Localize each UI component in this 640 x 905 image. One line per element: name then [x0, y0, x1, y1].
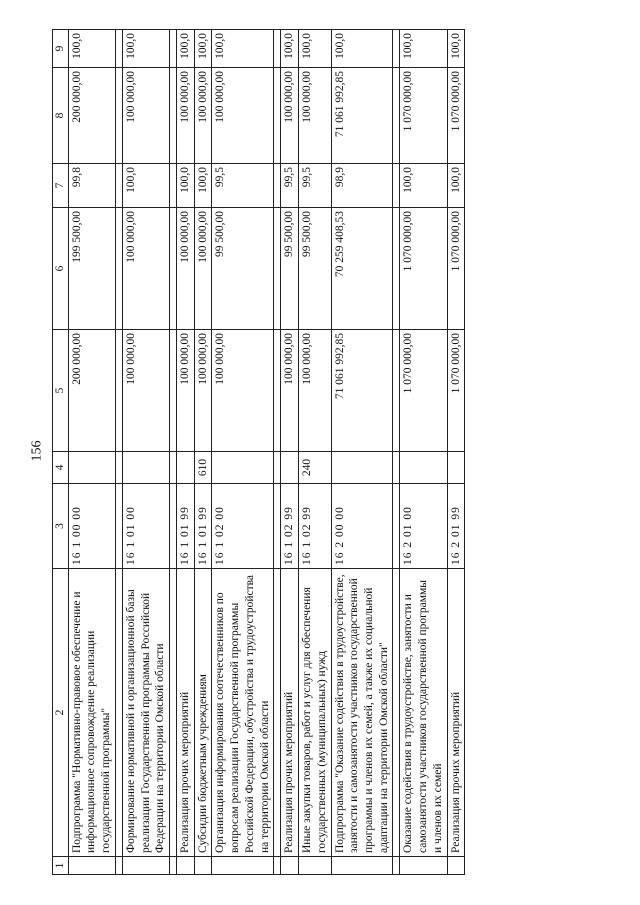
column-header: 3 [53, 484, 69, 569]
amount-cell: 100 000,00 [212, 68, 274, 164]
budget-code-cell: 16 1 00 00 [68, 484, 115, 569]
spacer-cell [393, 208, 400, 330]
executed-amount-cell: 1 070 000,00 [400, 208, 447, 330]
column-header: 5 [53, 330, 69, 452]
row-index-cell [447, 857, 465, 875]
item-name-cell: Подпрограмма "Оказание содействия в трудоустройстве, занятости и самозанятости участников государственной программы и членов их семей, а также их социальной адаптации на территории Омской области" [331, 569, 393, 857]
planned-amount-cell: 1 070 000,00 [447, 330, 465, 452]
execution-percent-cell: 100,0 [400, 164, 447, 208]
spacer-cell [115, 452, 122, 484]
budget-code-cell: 16 1 01 00 [122, 484, 169, 569]
item-name-cell: Оказание содействия в трудоустройстве, занятости и самозанятости участников государственной программы и членов их семей [400, 569, 447, 857]
row-index-cell [177, 857, 195, 875]
execution-percent-cell: 100,0 [122, 164, 169, 208]
expense-type-cell: 240 [299, 452, 331, 484]
row-index-cell [194, 857, 212, 875]
executed-amount-cell: 199 500,00 [68, 208, 115, 330]
expense-type-cell [331, 452, 393, 484]
column-number-row [53, 30, 69, 875]
table-row [122, 30, 169, 875]
spacer-cell [274, 30, 281, 68]
planned-amount-cell: 1 070 000,00 [400, 330, 447, 452]
spacer-cell [393, 452, 400, 484]
column-header: 2 [53, 569, 69, 857]
table-row [447, 30, 465, 875]
percent-cell: 100,0 [447, 30, 465, 68]
execution-percent-cell: 99,5 [281, 164, 299, 208]
spacer-cell [393, 484, 400, 569]
spacer-row [393, 30, 400, 875]
planned-amount-cell: 100 000,00 [281, 330, 299, 452]
spacer-cell [170, 30, 177, 68]
spacer-cell [393, 569, 400, 857]
item-name-cell: Реализация прочих мероприятий [177, 569, 195, 857]
table-row [299, 30, 331, 875]
expense-type-cell [400, 452, 447, 484]
planned-amount-cell: 100 000,00 [299, 330, 331, 452]
spacer-cell [274, 569, 281, 857]
percent-cell: 100,0 [331, 30, 393, 68]
item-name-cell: Организация информирования соотечественников по вопросам реализации Государственной программы Российской Федерации, обустройства и трудоустройства на территории Омской области [212, 569, 274, 857]
column-header: 8 [53, 68, 69, 164]
budget-code-cell: 16 2 01 00 [400, 484, 447, 569]
executed-amount-cell: 100 000,00 [194, 208, 212, 330]
expense-type-cell [122, 452, 169, 484]
amount-cell: 1 070 000,00 [400, 68, 447, 164]
spacer-cell [170, 68, 177, 164]
spacer-cell [274, 208, 281, 330]
spacer-cell [115, 857, 122, 875]
executed-amount-cell: 100 000,00 [122, 208, 169, 330]
budget-code-cell: 16 1 01 99 [194, 484, 212, 569]
item-name-cell: Реализация прочих мероприятий [281, 569, 299, 857]
column-header: 1 [53, 857, 69, 875]
executed-amount-cell: 100 000,00 [177, 208, 195, 330]
planned-amount-cell: 100 000,00 [177, 330, 195, 452]
percent-cell: 100,0 [400, 30, 447, 68]
table-row [400, 30, 447, 875]
table-row [281, 30, 299, 875]
percent-cell: 100,0 [212, 30, 274, 68]
spacer-cell [393, 164, 400, 208]
row-index-cell [400, 857, 447, 875]
expense-type-cell [212, 452, 274, 484]
percent-cell: 100,0 [177, 30, 195, 68]
expense-type-cell [177, 452, 195, 484]
item-name-cell: Субсидии бюджетным учреждениям [194, 569, 212, 857]
expense-type-cell [68, 452, 115, 484]
expense-type-cell [281, 452, 299, 484]
spacer-cell [274, 857, 281, 875]
column-header: 9 [53, 30, 69, 68]
percent-cell: 100,0 [194, 30, 212, 68]
amount-cell: 71 061 992,85 [331, 68, 393, 164]
row-index-cell [299, 857, 331, 875]
page-number: 156 [29, 440, 45, 462]
percent-cell: 100,0 [299, 30, 331, 68]
budget-code-cell: 16 2 01 99 [447, 484, 465, 569]
percent-cell: 100,0 [122, 30, 169, 68]
column-header: 7 [53, 164, 69, 208]
item-name-cell: Формирование нормативной и организационной базы реализации Государственной программы Российской Федерации на территории Омской области [122, 569, 169, 857]
rotated-page-content [52, 30, 630, 875]
spacer-cell [115, 330, 122, 452]
spacer-cell [170, 569, 177, 857]
table-row [68, 30, 115, 875]
executed-amount-cell: 70 259 408,53 [331, 208, 393, 330]
spacer-cell [115, 30, 122, 68]
spacer-cell [170, 330, 177, 452]
spacer-cell [393, 30, 400, 68]
spacer-cell [393, 330, 400, 452]
spacer-cell [115, 164, 122, 208]
table-row [212, 30, 274, 875]
amount-cell: 200 000,00 [68, 68, 115, 164]
budget-code-cell: 16 1 02 99 [299, 484, 331, 569]
amount-cell: 100 000,00 [122, 68, 169, 164]
executed-amount-cell: 99 500,00 [281, 208, 299, 330]
item-name-cell: Реализация прочих мероприятий [447, 569, 465, 857]
spacer-cell [170, 484, 177, 569]
expense-type-cell: 610 [194, 452, 212, 484]
spacer-cell [274, 330, 281, 452]
table-row [331, 30, 393, 875]
execution-percent-cell: 100,0 [447, 164, 465, 208]
spacer-cell [274, 484, 281, 569]
item-name-cell: Подпрограмма "Нормативно-правовое обеспечение и информационное сопровождение реализации государственной программы" [68, 569, 115, 857]
amount-cell: 100 000,00 [281, 68, 299, 164]
execution-percent-cell: 98,9 [331, 164, 393, 208]
expense-type-cell [447, 452, 465, 484]
budget-code-cell: 16 1 02 99 [281, 484, 299, 569]
amount-cell: 100 000,00 [299, 68, 331, 164]
planned-amount-cell: 200 000,00 [68, 330, 115, 452]
spacer-cell [115, 569, 122, 857]
item-name-cell: Иные закупки товаров, работ и услуг для обеспечения государственных (муниципальных) нужд [299, 569, 331, 857]
planned-amount-cell: 100 000,00 [212, 330, 274, 452]
row-index-cell [281, 857, 299, 875]
spacer-cell [393, 857, 400, 875]
spacer-cell [274, 164, 281, 208]
table-row [177, 30, 195, 875]
executed-amount-cell: 1 070 000,00 [447, 208, 465, 330]
column-header: 4 [53, 452, 69, 484]
spacer-cell [115, 484, 122, 569]
executed-amount-cell: 99 500,00 [299, 208, 331, 330]
row-index-cell [122, 857, 169, 875]
execution-percent-cell: 100,0 [194, 164, 212, 208]
execution-percent-cell: 99,8 [68, 164, 115, 208]
table-row [194, 30, 212, 875]
budget-code-cell: 16 2 00 00 [331, 484, 393, 569]
spacer-cell [170, 208, 177, 330]
spacer-row [115, 30, 122, 875]
spacer-row [274, 30, 281, 875]
spacer-row [170, 30, 177, 875]
row-index-cell [331, 857, 393, 875]
budget-code-cell: 16 1 02 00 [212, 484, 274, 569]
spacer-cell [170, 452, 177, 484]
spacer-cell [274, 68, 281, 164]
budget-code-cell: 16 1 01 99 [177, 484, 195, 569]
row-index-cell [212, 857, 274, 875]
planned-amount-cell: 100 000,00 [122, 330, 169, 452]
column-header: 6 [53, 208, 69, 330]
execution-percent-cell: 100,0 [177, 164, 195, 208]
amount-cell: 1 070 000,00 [447, 68, 465, 164]
executed-amount-cell: 99 500,00 [212, 208, 274, 330]
planned-amount-cell: 100 000,00 [194, 330, 212, 452]
budget-table [52, 29, 465, 875]
planned-amount-cell: 71 061 992,85 [331, 330, 393, 452]
spacer-cell [115, 208, 122, 330]
spacer-cell [115, 68, 122, 164]
spacer-cell [170, 857, 177, 875]
execution-percent-cell: 99,5 [212, 164, 274, 208]
execution-percent-cell: 99,5 [299, 164, 331, 208]
spacer-cell [170, 164, 177, 208]
amount-cell: 100 000,00 [177, 68, 195, 164]
spacer-cell [393, 68, 400, 164]
amount-cell: 100 000,00 [194, 68, 212, 164]
percent-cell: 100,0 [281, 30, 299, 68]
percent-cell: 100,0 [68, 30, 115, 68]
spacer-cell [274, 452, 281, 484]
row-index-cell [68, 857, 115, 875]
